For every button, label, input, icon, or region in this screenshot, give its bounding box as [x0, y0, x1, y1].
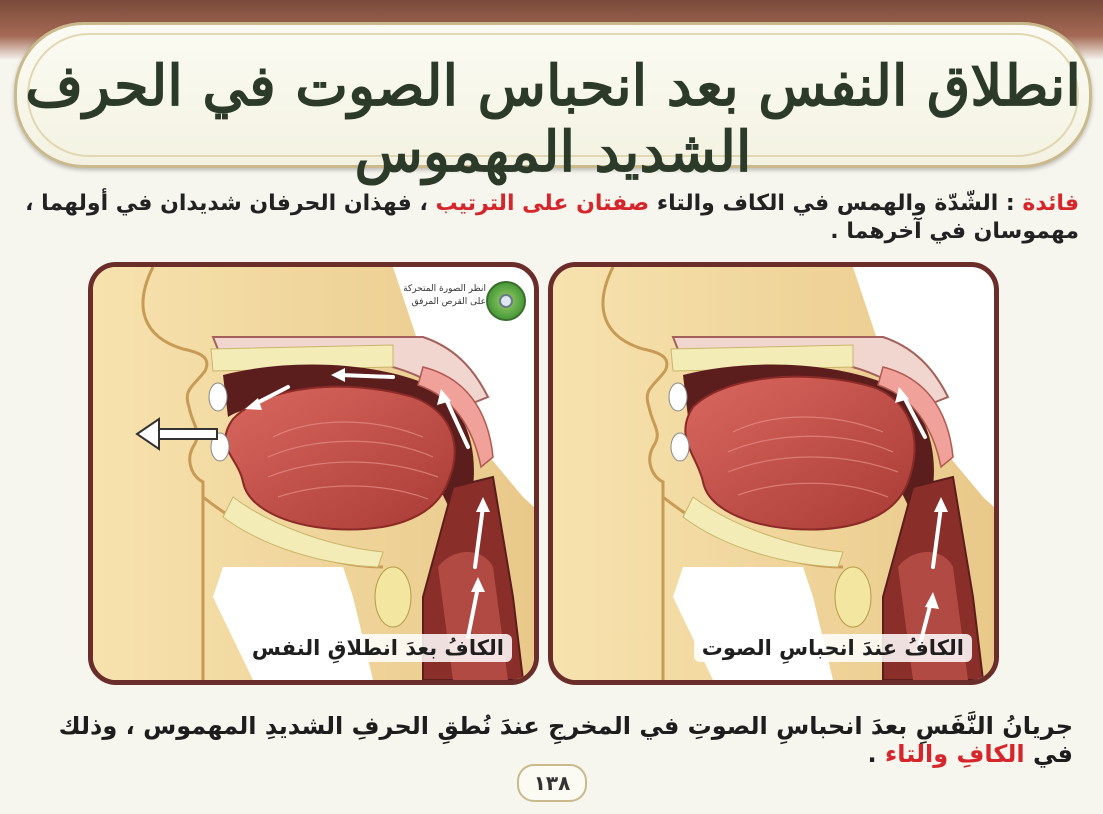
bottom-description	[23, 712, 1073, 768]
note-label: فائدة	[1022, 191, 1079, 216]
panel-caption-release: الكافُ بعدَ انطلاقِ النفس	[244, 634, 512, 662]
tongue	[685, 377, 914, 530]
upper-teeth	[209, 383, 227, 411]
cd-icon	[486, 281, 526, 321]
bottom-text-end: .	[867, 740, 885, 768]
panel-caption-closure: الكافُ عندَ انحباسِ الصوت	[694, 634, 972, 662]
note-text-after: ، فهذان الحرفان شديدان في أولهما ، مهموسان في آخرهما .	[25, 191, 1079, 244]
vocal-tract-diagram-release	[93, 267, 534, 680]
upper-teeth	[669, 383, 687, 411]
bottom-highlight: الكافِ والتاء	[884, 740, 1025, 768]
vocal-tract-diagram-closure	[553, 267, 994, 680]
lower-teeth	[671, 433, 689, 461]
illustration-panel-closure	[548, 262, 999, 685]
page-title: انطلاق النفس بعد انحباس الصوت في الحرف الشديد المهموس	[25, 53, 1081, 185]
cd-note: انظر الصورة المتحركة على القرص المرفق	[403, 284, 486, 307]
cd-badge	[385, 279, 530, 323]
page-number: ١٣٨	[517, 764, 587, 802]
hyoid	[835, 567, 871, 627]
hyoid	[375, 567, 411, 627]
bottom-text-main: جريانُ النَّفَسِ بعدَ انحباسِ الصوتِ في المخرجِ عندَ نُطقِ الحرفِ الشديدِ المهموس ، وذلك في	[58, 712, 1073, 768]
note-text-before: : الشّدّة والهمس في الكاف والتاء	[649, 191, 1023, 216]
illustration-panel-release	[88, 262, 539, 685]
title-banner	[14, 22, 1092, 185]
note-highlight: صفتان على الترتيب	[435, 191, 650, 216]
note-paragraph	[19, 190, 1079, 246]
